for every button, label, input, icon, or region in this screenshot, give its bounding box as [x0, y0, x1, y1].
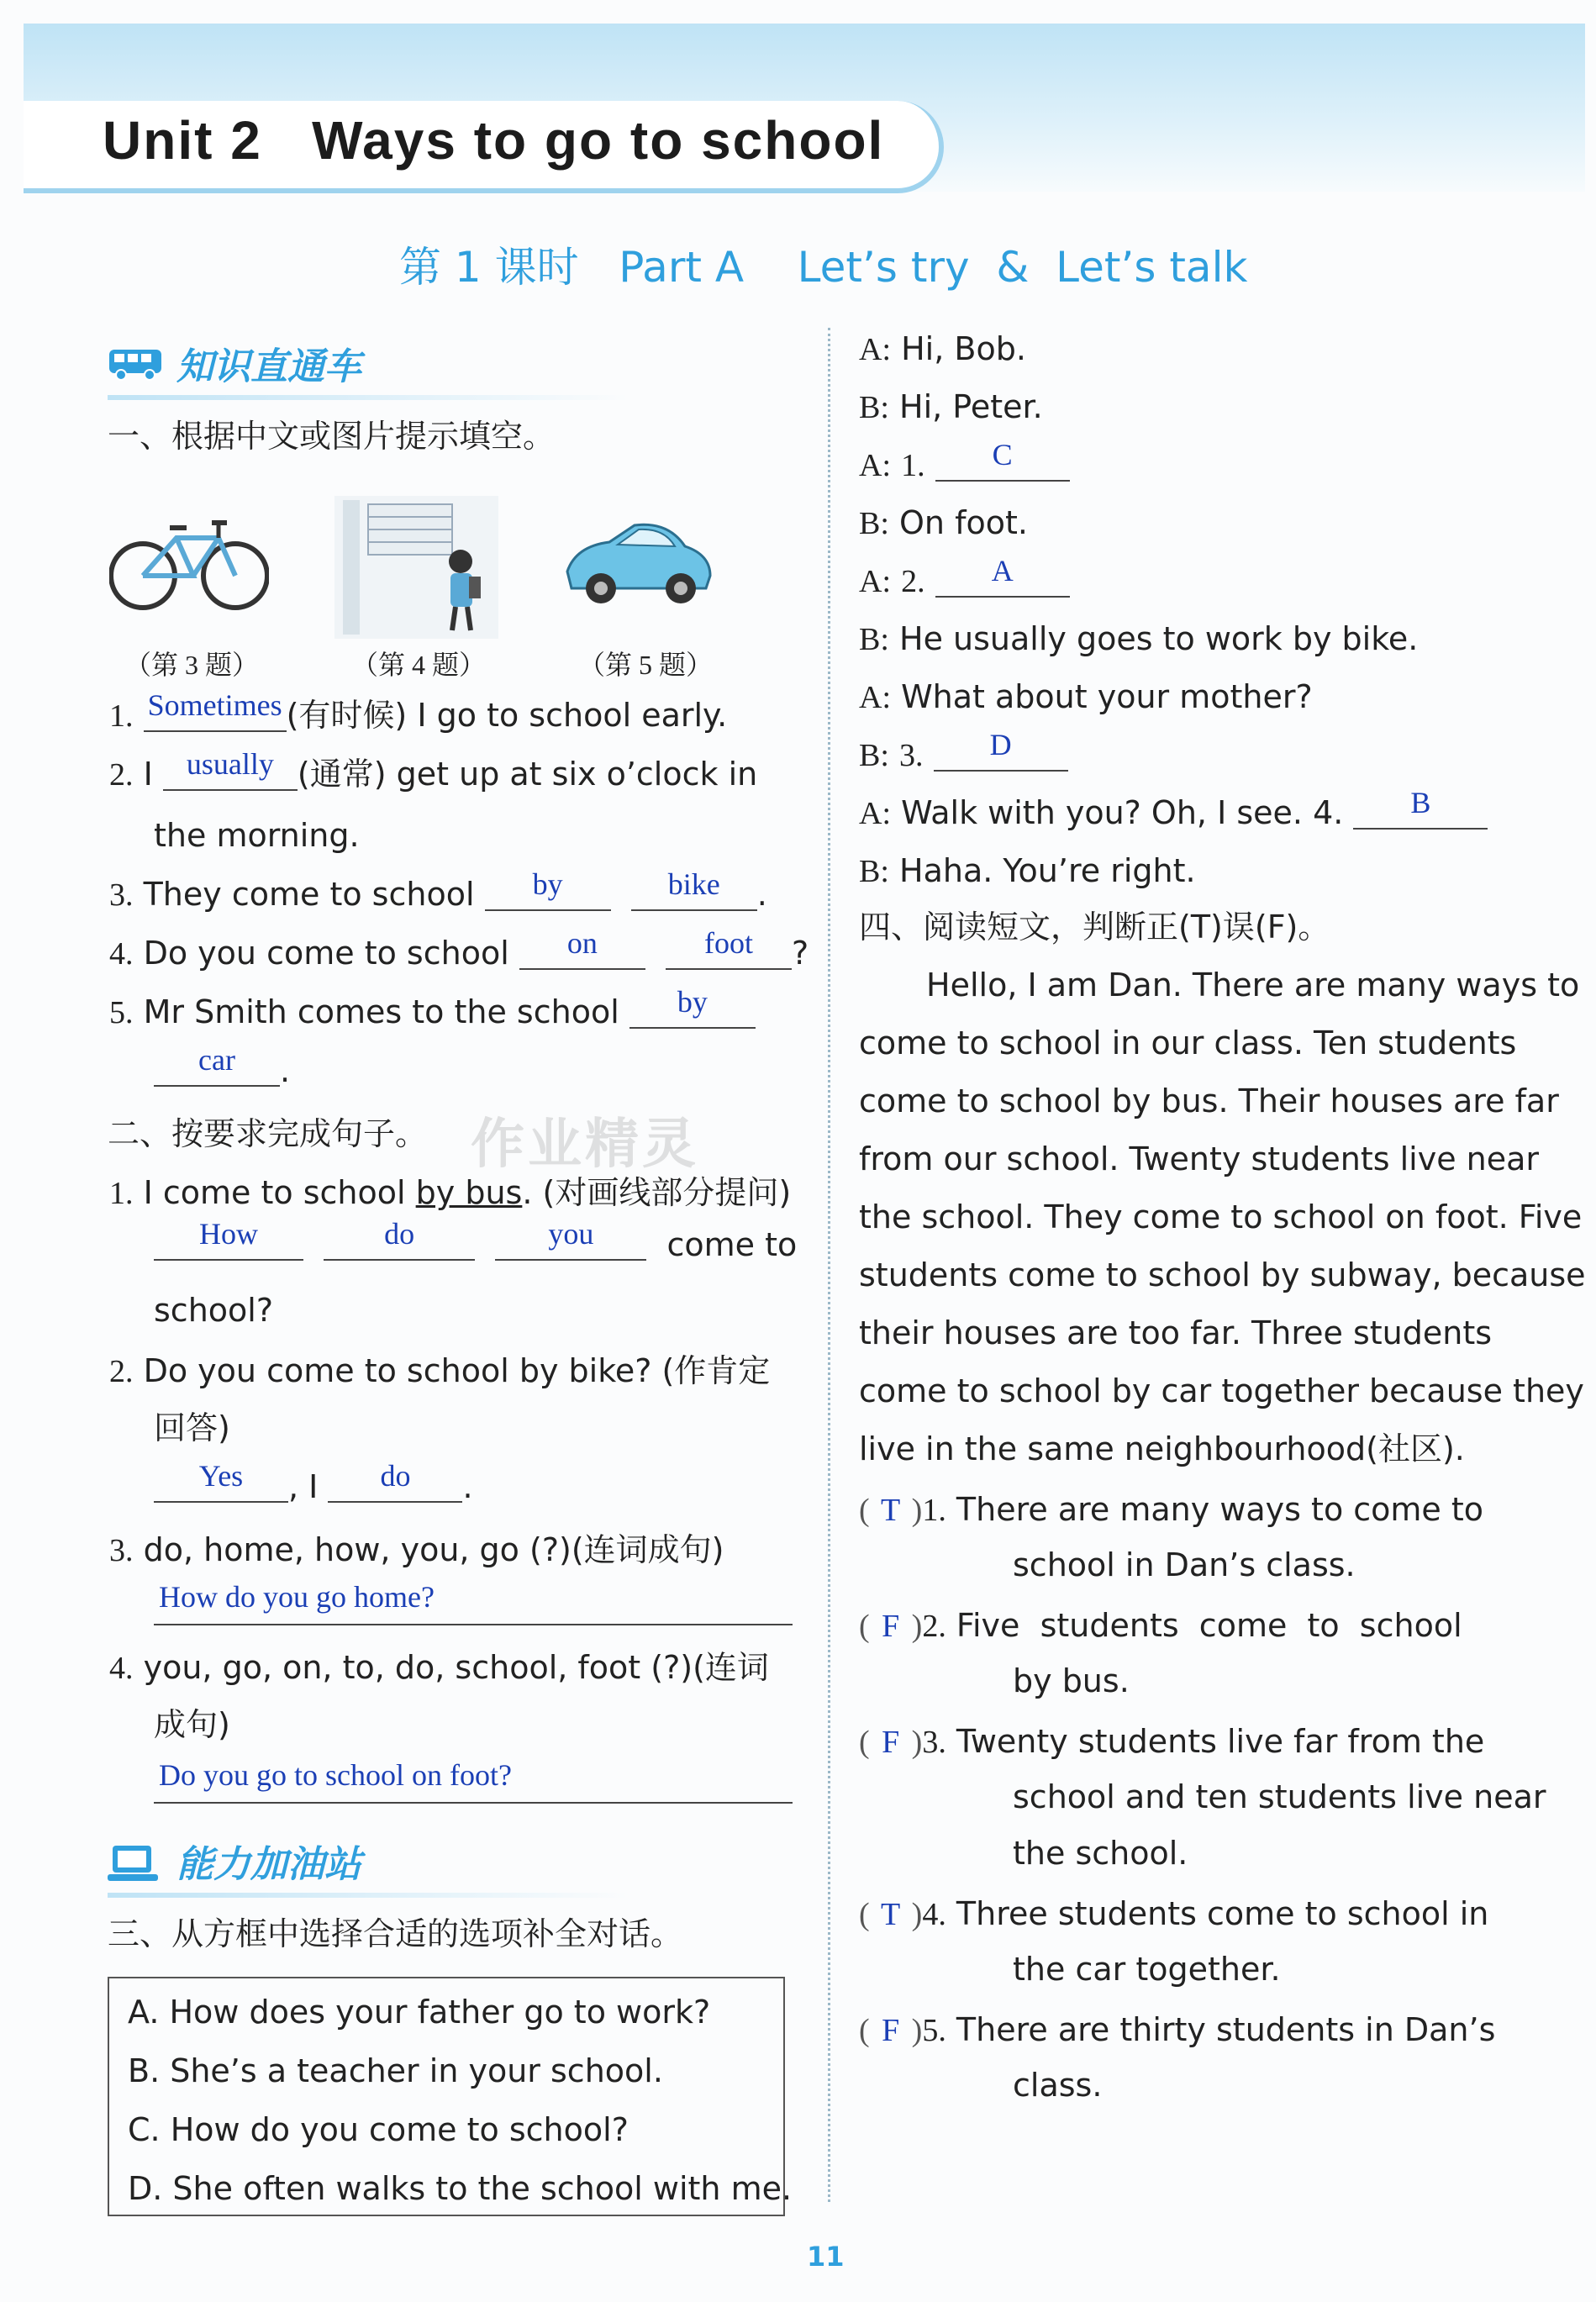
q-number: 3.: [899, 738, 924, 773]
p2-q3: [109, 1531, 724, 1568]
q-number: 3.: [109, 1533, 134, 1568]
speaker: B:: [859, 390, 889, 425]
watermark: 作业精灵: [471, 1114, 699, 1176]
p1-q4: [109, 926, 809, 972]
p1-q3: [109, 867, 767, 913]
sentence-text: I: [143, 756, 163, 793]
hint: (通常): [297, 756, 387, 793]
sentence-text: get up at six o’clock in: [386, 756, 758, 793]
section-title: 能力加油站: [176, 1843, 361, 1886]
answer-blank[interactable]: car: [154, 1055, 280, 1087]
dialog-line: [859, 728, 1068, 773]
answer-blank[interactable]: How: [154, 1229, 303, 1261]
p1-q5-cont: [154, 1043, 291, 1089]
answer-blank[interactable]: bike: [631, 879, 757, 911]
tf-text: There are thirty students in Dan’s: [956, 2011, 1496, 2048]
punct: .: [462, 1468, 473, 1505]
p2-q1-answers: [154, 1217, 798, 1263]
tf-text: school and ten students live near: [1013, 1778, 1546, 1815]
speaker: B:: [859, 506, 889, 541]
dialog-text: He usually goes to work by bike.: [899, 620, 1419, 657]
tf-item-1: ( T )1. There are many ways to come to: [859, 1491, 1484, 1528]
lesson-title: 第 1 课时 Part A Let’s try & Let’s talk: [399, 243, 1248, 292]
passage-line: come to school by car together because they: [859, 1372, 1584, 1409]
bicycle-icon: [109, 504, 269, 617]
tf-item-2: ( F )2. Five students come to school: [859, 1607, 1462, 1644]
q-number: 2.: [109, 757, 134, 793]
answer-blank[interactable]: B: [1353, 798, 1488, 830]
q-number: 3.: [109, 877, 134, 913]
dialog-line: [859, 620, 1419, 657]
p1-q5: [109, 985, 756, 1030]
tf-item-5: ( F )5. There are thirty students in Dan’s: [859, 2011, 1496, 2048]
choice-b: B. She’s a teacher in your school.: [128, 2052, 663, 2089]
q-number: 2.: [922, 1609, 946, 1644]
part3-heading: 三、从方框中选择合适的选项补全对话。: [108, 1915, 683, 1952]
answer-blank[interactable]: Sometimes: [144, 700, 287, 732]
q-number: 1.: [109, 698, 134, 734]
q-number: 1.: [109, 1176, 134, 1211]
tf-text: Three students come to school in: [956, 1895, 1489, 1932]
part1-heading: 一、根据中文或图片提示填空。: [108, 418, 556, 455]
dialog-line: [859, 852, 1196, 889]
q-number: 2.: [901, 564, 925, 599]
answer-blank[interactable]: do: [328, 1471, 462, 1503]
sentence-text: Do you come to school: [143, 935, 519, 972]
p1-q1: [109, 688, 728, 734]
dialog-line: [859, 388, 1043, 425]
choice-c: C. How do you come to school?: [128, 2111, 629, 2148]
underlined-phrase: by bus: [415, 1174, 523, 1211]
column-divider: [828, 328, 830, 2202]
sentence-text: Do you come to school by bike? (作肯定: [143, 1352, 771, 1389]
tf-answer[interactable]: T: [881, 1493, 901, 1528]
answer-blank[interactable]: D: [934, 740, 1068, 772]
q-number: 5.: [922, 2013, 946, 2048]
instruction: . (对画线部分提问): [522, 1174, 792, 1211]
passage-line: students come to school by subway, because: [859, 1256, 1586, 1293]
dialog-text: On foot.: [899, 504, 1028, 541]
dialog-line: [859, 554, 1070, 599]
walking-student-icon: [334, 496, 498, 642]
choice-box: [108, 1977, 793, 2216]
passage-line: Hello, I am Dan. There are many ways to: [926, 967, 1580, 1004]
passage-line: the school. They come to school on foot. Five: [859, 1198, 1583, 1235]
punct: .: [280, 1052, 291, 1089]
tf-item-4: ( T )4. Three students come to school in: [859, 1895, 1489, 1932]
dialog-line: [859, 786, 1488, 831]
answer-blank[interactable]: you: [495, 1229, 646, 1261]
caption-q5: （第 5 题）: [578, 650, 714, 680]
choice-a: A. How does your father go to work?: [128, 1994, 711, 2031]
q-number: 1.: [901, 448, 925, 483]
q-number: 2.: [109, 1354, 134, 1389]
punct: ?: [792, 935, 809, 972]
tf-item-3: ( F )3. Twenty students live far from the: [859, 1723, 1485, 1760]
punct: .: [756, 876, 767, 913]
tf-text: the car together.: [1013, 1951, 1281, 1988]
tf-text: school in Dan’s class.: [1013, 1546, 1356, 1583]
car-icon: [559, 513, 719, 617]
passage-line: from our school. Twenty students live near: [859, 1140, 1540, 1177]
dialog-text: Walk with you? Oh, I see. 4.: [901, 794, 1344, 831]
answer-blank[interactable]: do: [324, 1229, 475, 1261]
speaker: B:: [859, 738, 889, 773]
dialog-text: Hi, Peter.: [899, 388, 1043, 425]
speaker: B:: [859, 622, 889, 657]
p2-q1: [109, 1174, 792, 1211]
answer-line[interactable]: Do you go to school on foot?: [154, 1760, 793, 1804]
q-number: 4.: [922, 1897, 946, 1932]
speaker: A:: [859, 564, 891, 599]
unit-title: Unit 2 Ways to go to school: [103, 110, 885, 171]
section-underline: [108, 395, 629, 400]
hint: (有时候): [286, 697, 408, 734]
answer-blank[interactable]: C: [935, 450, 1070, 482]
tf-text: the school.: [1013, 1835, 1188, 1872]
choice-d: D. She often walks to the school with me.: [128, 2170, 793, 2207]
caption-q4: （第 4 题）: [351, 650, 487, 680]
sentence-text: I come to school: [143, 1174, 416, 1211]
section-head-ability: [108, 1834, 361, 1888]
answer-blank[interactable]: foot: [666, 938, 792, 970]
tf-text: by bus.: [1013, 1662, 1130, 1699]
dialog-line: [859, 678, 1313, 715]
section-underline: [108, 1893, 629, 1898]
page-number: 11: [807, 2241, 845, 2273]
sentence-text: do, home, how, you, go (?)(连词成句): [143, 1531, 724, 1568]
sentence-text: , I: [288, 1468, 329, 1505]
passage-line: their houses are too far. Three students: [859, 1314, 1493, 1351]
q-number: 4.: [109, 1651, 134, 1686]
section-title: 知识直通车: [176, 345, 361, 388]
answer-blank[interactable]: Yes: [154, 1471, 288, 1503]
q-number: 3.: [922, 1725, 946, 1760]
passage-line: live in the same neighbourhood(社区).: [859, 1430, 1465, 1467]
computer-icon: [108, 1842, 166, 1879]
dialog-line: [859, 330, 1026, 367]
p2-q4: [109, 1651, 769, 1684]
tf-answer[interactable]: T: [881, 1897, 901, 1932]
p2-q4-cont: 成句): [154, 1706, 230, 1743]
dialog-text: Haha. You’re right.: [899, 852, 1196, 889]
passage-line: come to school in our class. Ten students: [859, 1025, 1517, 1061]
sentence-text: Mr Smith comes to the school: [143, 993, 629, 1030]
q-number: 5.: [109, 995, 134, 1030]
sentence-text: They come to school: [143, 876, 485, 913]
sentence-text: I go to school early.: [407, 697, 728, 734]
p2-q2: [109, 1352, 771, 1389]
tf-text: There are many ways to come to: [956, 1491, 1484, 1528]
answer-blank[interactable]: usually: [163, 759, 298, 791]
bus-icon: [108, 345, 166, 382]
tf-answer[interactable]: F: [882, 2013, 900, 2048]
q-number: 1.: [922, 1493, 946, 1528]
speaker: A:: [859, 448, 891, 483]
tf-text: Twenty students live far from the: [956, 1723, 1485, 1760]
p1-q2: [109, 747, 758, 793]
answer-blank[interactable]: by: [485, 879, 611, 911]
speaker: A:: [859, 680, 891, 715]
section-head-knowledge: [108, 336, 361, 390]
answer-blank[interactable]: A: [935, 566, 1070, 598]
tf-text: Five students come to school: [956, 1607, 1462, 1644]
sentence-text: come to: [666, 1226, 798, 1263]
q-number: 4.: [109, 936, 134, 972]
tf-answer[interactable]: F: [882, 1725, 900, 1760]
caption-q3: （第 3 题）: [124, 650, 260, 680]
speaker: A:: [859, 332, 891, 367]
p2-q2-answers: [154, 1459, 473, 1505]
answer-blank[interactable]: on: [519, 938, 645, 970]
p2-q1-cont: school?: [154, 1292, 273, 1329]
dialog-line: [859, 438, 1070, 483]
part2-heading: 二、按要求完成句子。: [108, 1115, 428, 1152]
sentence-text: you, go, on, to, do, school, foot (?)(连词: [143, 1649, 769, 1686]
p1-q2-cont: the morning.: [154, 817, 360, 854]
p2-q2-cont: 回答): [154, 1409, 230, 1446]
tf-text: class.: [1013, 2067, 1103, 2104]
dialog-line: [859, 504, 1028, 541]
dialog-text: Hi, Bob.: [901, 330, 1026, 367]
answer-blank[interactable]: by: [629, 997, 756, 1029]
part4-heading: 四、阅读短文，判断正(T)误(F)。: [859, 909, 1330, 946]
speaker: A:: [859, 796, 891, 831]
dialog-text: What about your mother?: [901, 678, 1313, 715]
speaker: B:: [859, 854, 889, 889]
tf-answer[interactable]: F: [882, 1609, 900, 1644]
answer-line[interactable]: How do you go home?: [154, 1582, 793, 1625]
passage-line: come to school by bus. Their houses are far: [859, 1083, 1559, 1119]
